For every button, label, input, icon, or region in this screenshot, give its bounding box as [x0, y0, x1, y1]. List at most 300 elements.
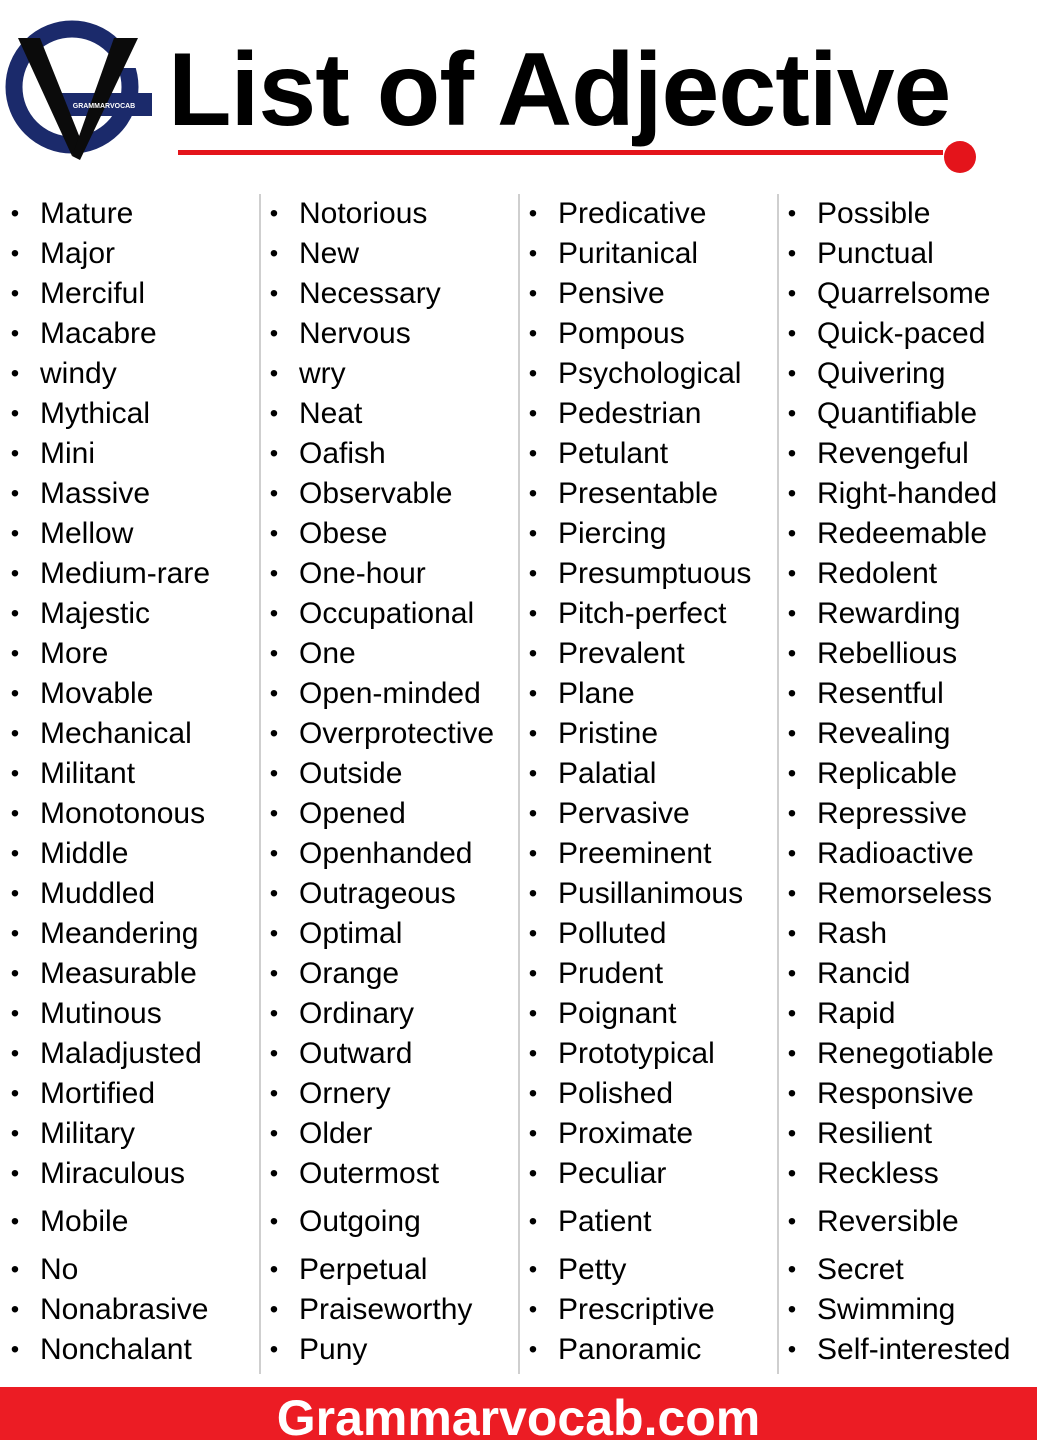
bullet-icon: • — [528, 280, 538, 307]
list-item — [777, 874, 992, 914]
list-item — [259, 674, 481, 714]
adjective-word: Prototypical — [558, 1037, 715, 1070]
bullet-icon: • — [787, 560, 797, 587]
bullet-icon: • — [528, 920, 538, 947]
list-item — [259, 954, 399, 994]
adjective-word: Quivering — [817, 357, 946, 390]
list-item — [0, 954, 197, 994]
list-item — [777, 914, 887, 954]
bullet-icon: • — [787, 1336, 797, 1363]
list-item — [0, 354, 117, 394]
bullet-icon: • — [269, 1208, 279, 1235]
list-item — [518, 554, 751, 594]
list-item — [777, 434, 969, 474]
bullet-icon: • — [528, 1336, 538, 1363]
adjective-word: No — [40, 1253, 79, 1286]
adjective-word: Mutinous — [40, 997, 162, 1030]
list-item — [259, 1290, 472, 1330]
list-item — [259, 434, 386, 474]
bullet-icon: • — [10, 1040, 20, 1067]
list-item — [0, 194, 133, 234]
bullet-icon: • — [528, 1040, 538, 1067]
list-item — [0, 914, 198, 954]
bullet-icon: • — [528, 1296, 538, 1323]
adjective-word: Outside — [299, 757, 403, 790]
list-item — [0, 754, 135, 794]
adjective-word: Mellow — [40, 517, 134, 550]
list-item — [777, 954, 910, 994]
bullet-icon: • — [269, 840, 279, 867]
bullet-icon: • — [787, 360, 797, 387]
adjective-word: Self-interested — [817, 1333, 1011, 1366]
list-item — [259, 1114, 372, 1154]
adjective-word: Pedestrian — [558, 397, 702, 430]
adjective-word: Meandering — [40, 917, 199, 950]
adjective-word: Pensive — [558, 277, 665, 310]
adjective-word: Pristine — [558, 717, 659, 750]
adjective-word: Militant — [40, 757, 136, 790]
adjective-word: Pervasive — [558, 797, 690, 830]
list-item — [0, 874, 155, 914]
adjective-word: Nonabrasive — [40, 1293, 209, 1326]
list-item — [518, 874, 743, 914]
bullet-icon: • — [10, 1208, 20, 1235]
adjective-word: Radioactive — [817, 837, 974, 870]
adjective-word: Older — [299, 1117, 373, 1150]
bullet-icon: • — [528, 1120, 538, 1147]
list-item — [259, 634, 356, 674]
bullet-icon: • — [269, 480, 279, 507]
list-item — [777, 1250, 904, 1290]
list-item — [0, 234, 115, 274]
bullet-icon: • — [269, 400, 279, 427]
list-item — [777, 1202, 959, 1242]
list-item — [777, 594, 960, 634]
list-item — [777, 1074, 974, 1114]
bullet-icon: • — [10, 960, 20, 987]
bullet-icon: • — [528, 480, 538, 507]
bullet-icon: • — [269, 640, 279, 667]
list-item — [777, 394, 977, 434]
list-item — [777, 234, 934, 274]
list-item — [0, 434, 95, 474]
adjective-word: Notorious — [299, 197, 428, 230]
adjective-word: New — [299, 237, 360, 270]
bullet-icon: • — [269, 360, 279, 387]
title-underline — [178, 150, 943, 155]
adjective-word: Middle — [40, 837, 129, 870]
bullet-icon: • — [269, 720, 279, 747]
bullet-icon: • — [787, 1120, 797, 1147]
bullet-icon: • — [269, 680, 279, 707]
adjective-word: Pitch-perfect — [558, 597, 727, 630]
adjective-word: Rewarding — [817, 597, 961, 630]
bullet-icon: • — [787, 1160, 797, 1187]
list-item — [0, 594, 150, 634]
list-item — [518, 314, 685, 354]
list-item — [518, 1202, 651, 1242]
adjective-word: Nonchalant — [40, 1333, 192, 1366]
bullet-icon: • — [528, 560, 538, 587]
bullet-icon: • — [10, 1256, 20, 1283]
bullet-icon: • — [528, 760, 538, 787]
bullet-icon: • — [787, 1040, 797, 1067]
adjective-word: Mobile — [40, 1205, 129, 1238]
adjective-word: Palatial — [558, 757, 657, 790]
adjective-word: Pusillanimous — [558, 877, 744, 910]
bullet-icon: • — [787, 720, 797, 747]
bullet-icon: • — [787, 640, 797, 667]
bullet-icon: • — [10, 760, 20, 787]
adjective-word: Nervous — [299, 317, 411, 350]
list-item — [777, 1330, 1010, 1370]
bullet-icon: • — [10, 680, 20, 707]
adjective-word: Secret — [817, 1253, 904, 1286]
list-item — [777, 1290, 955, 1330]
adjective-word: Swimming — [817, 1293, 956, 1326]
list-item — [518, 474, 718, 514]
list-item — [777, 634, 957, 674]
bullet-icon: • — [528, 840, 538, 867]
list-item — [259, 274, 441, 314]
bullet-icon: • — [10, 600, 20, 627]
bullet-icon: • — [10, 1296, 20, 1323]
adjective-word: Polished — [558, 1077, 674, 1110]
adjective-word: Necessary — [299, 277, 441, 310]
list-item — [518, 994, 676, 1034]
bullet-icon: • — [787, 200, 797, 227]
list-item — [0, 394, 150, 434]
adjective-word: Outward — [299, 1037, 413, 1070]
list-item — [259, 1330, 367, 1370]
adjective-word: One — [299, 637, 356, 670]
list-item — [259, 754, 402, 794]
bullet-icon: • — [787, 880, 797, 907]
bullet-icon: • — [787, 400, 797, 427]
bullet-icon: • — [269, 440, 279, 467]
adjective-word: Puritanical — [558, 237, 699, 270]
list-item — [259, 1250, 427, 1290]
adjective-word: Praiseworthy — [299, 1293, 473, 1326]
bullet-icon: • — [269, 1000, 279, 1027]
list-item — [0, 714, 192, 754]
adjective-word: Majestic — [40, 597, 151, 630]
adjective-word: Merciful — [40, 277, 146, 310]
bullet-icon: • — [787, 760, 797, 787]
list-item — [518, 714, 658, 754]
list-item — [0, 1034, 202, 1074]
adjective-word: Replicable — [817, 757, 958, 790]
adjective-word: Obese — [299, 517, 388, 550]
adjective-word: Plane — [558, 677, 635, 710]
adjective-word: Psychological — [558, 357, 742, 390]
bullet-icon: • — [528, 440, 538, 467]
bullet-icon: • — [787, 600, 797, 627]
adjective-word: Mortified — [40, 1077, 156, 1110]
bullet-icon: • — [528, 720, 538, 747]
adjective-word: Neat — [299, 397, 363, 430]
adjective-word: Right-handed — [817, 477, 998, 510]
list-item — [259, 1202, 421, 1242]
list-item — [518, 594, 726, 634]
bullet-icon: • — [269, 1080, 279, 1107]
bullet-icon: • — [10, 800, 20, 827]
page-title: List of Adjective — [168, 32, 951, 148]
bullet-icon: • — [269, 920, 279, 947]
bullet-icon: • — [787, 1080, 797, 1107]
list-item — [259, 714, 494, 754]
list-item — [518, 194, 706, 234]
adjective-word: Punctual — [817, 237, 934, 270]
adjective-word: Redeemable — [817, 517, 988, 550]
title-underline-dot — [944, 141, 976, 173]
adjective-word: Major — [40, 237, 116, 270]
adjective-word: Rancid — [817, 957, 911, 990]
list-item — [518, 1114, 693, 1154]
adjective-word: Maladjusted — [40, 1037, 202, 1070]
adjective-word: Orange — [299, 957, 400, 990]
list-item — [259, 994, 414, 1034]
bullet-icon: • — [528, 400, 538, 427]
list-item — [518, 1154, 666, 1194]
adjective-word: Presentable — [558, 477, 719, 510]
list-item — [0, 634, 108, 674]
bullet-icon: • — [10, 240, 20, 267]
bullet-icon: • — [269, 1256, 279, 1283]
bullet-icon: • — [528, 1080, 538, 1107]
list-item — [518, 1074, 673, 1114]
bullet-icon: • — [528, 200, 538, 227]
list-item — [259, 794, 406, 834]
list-item — [259, 314, 411, 354]
bullet-icon: • — [787, 920, 797, 947]
adjective-word: Mini — [40, 437, 96, 470]
bullet-icon: • — [269, 880, 279, 907]
list-item — [0, 1250, 78, 1290]
bullet-icon: • — [10, 880, 20, 907]
bullet-icon: • — [787, 280, 797, 307]
bullet-icon: • — [10, 400, 20, 427]
bullet-icon: • — [10, 840, 20, 867]
bullet-icon: • — [787, 240, 797, 267]
list-item — [0, 834, 128, 874]
list-item — [0, 1154, 185, 1194]
list-item — [518, 794, 690, 834]
list-item — [0, 1074, 155, 1114]
adjective-word: Optimal — [299, 917, 403, 950]
bullet-icon: • — [528, 320, 538, 347]
adjective-word: Quarrelsome — [817, 277, 991, 310]
bullet-icon: • — [528, 1000, 538, 1027]
list-item — [777, 1034, 994, 1074]
adjective-word: Preeminent — [558, 837, 712, 870]
adjective-word: windy — [40, 357, 117, 390]
list-item — [259, 874, 456, 914]
bullet-icon: • — [10, 560, 20, 587]
list-item — [518, 514, 666, 554]
bullet-icon: • — [269, 1336, 279, 1363]
list-item — [777, 834, 974, 874]
adjective-word: Repressive — [817, 797, 968, 830]
list-item — [0, 794, 205, 834]
bullet-icon: • — [269, 520, 279, 547]
list-item — [518, 1034, 715, 1074]
list-item — [259, 834, 473, 874]
list-item — [518, 674, 635, 714]
adjective-word: Reckless — [817, 1157, 939, 1190]
bullet-icon: • — [10, 1160, 20, 1187]
list-item — [259, 1154, 439, 1194]
adjective-word: Miraculous — [40, 1157, 186, 1190]
bullet-icon: • — [787, 320, 797, 347]
bullet-icon: • — [528, 1160, 538, 1187]
list-item — [259, 1034, 412, 1074]
footer-site-banner: Grammarvocab.com — [0, 1387, 1037, 1440]
grammarvocab-logo — [2, 10, 152, 170]
bullet-icon: • — [10, 920, 20, 947]
list-item — [259, 194, 427, 234]
list-item — [259, 914, 402, 954]
list-item — [518, 954, 663, 994]
list-item — [777, 1154, 939, 1194]
list-item — [518, 434, 668, 474]
bullet-icon: • — [269, 960, 279, 987]
list-item — [777, 554, 937, 594]
list-item — [518, 354, 741, 394]
adjective-word: Possible — [817, 197, 931, 230]
bullet-icon: • — [269, 560, 279, 587]
adjective-word: Peculiar — [558, 1157, 667, 1190]
adjective-word: Quick-paced — [817, 317, 986, 350]
list-item — [0, 274, 145, 314]
adjective-word: Mythical — [40, 397, 151, 430]
list-item — [259, 514, 387, 554]
list-item — [259, 234, 359, 274]
adjective-word: Prevalent — [558, 637, 685, 670]
bullet-icon: • — [787, 840, 797, 867]
adjective-word: Resilient — [817, 1117, 933, 1150]
list-item — [777, 274, 990, 314]
list-item — [259, 394, 362, 434]
list-item — [0, 514, 133, 554]
list-item — [518, 834, 711, 874]
list-item — [777, 474, 997, 514]
list-item — [259, 594, 474, 634]
adjective-word: Movable — [40, 677, 154, 710]
adjective-word: Piercing — [558, 517, 667, 550]
list-item — [777, 354, 945, 394]
adjective-word: Panoramic — [558, 1333, 702, 1366]
bullet-icon: • — [528, 1256, 538, 1283]
list-item — [777, 754, 957, 794]
bullet-icon: • — [10, 320, 20, 347]
bullet-icon: • — [787, 1208, 797, 1235]
adjective-word: Petulant — [558, 437, 669, 470]
list-item — [0, 1114, 135, 1154]
bullet-icon: • — [269, 1040, 279, 1067]
adjective-word: One-hour — [299, 557, 426, 590]
adjective-word: Polluted — [558, 917, 667, 950]
adjective-word: Overprotective — [299, 717, 495, 750]
list-item — [777, 314, 985, 354]
adjective-word: Observable — [299, 477, 453, 510]
adjective-word: Outermost — [299, 1157, 440, 1190]
adjective-word: Presumptuous — [558, 557, 752, 590]
adjective-word: Rash — [817, 917, 888, 950]
adjective-word: Measurable — [40, 957, 197, 990]
list-item — [0, 1290, 208, 1330]
list-item — [518, 1250, 626, 1290]
adjective-word: Openhanded — [299, 837, 473, 870]
adjective-word: Outgoing — [299, 1205, 421, 1238]
bullet-icon: • — [10, 520, 20, 547]
bullet-icon: • — [10, 440, 20, 467]
bullet-icon: • — [528, 360, 538, 387]
svg-text:GRAMMARVOCAB: GRAMMARVOCAB — [72, 103, 136, 110]
adjective-word: Perpetual — [299, 1253, 428, 1286]
list-item — [0, 314, 157, 354]
adjective-word: Oafish — [299, 437, 386, 470]
adjective-word: Macabre — [40, 317, 157, 350]
bullet-icon: • — [787, 1256, 797, 1283]
list-item — [0, 994, 162, 1034]
adjective-word: Prescriptive — [558, 1293, 715, 1326]
list-item — [518, 634, 685, 674]
adjective-word: Medium-rare — [40, 557, 211, 590]
adjective-word: Revengeful — [817, 437, 969, 470]
list-item — [518, 914, 666, 954]
bullet-icon: • — [269, 200, 279, 227]
bullet-icon: • — [10, 200, 20, 227]
bullet-icon: • — [10, 1000, 20, 1027]
adjective-word: Massive — [40, 477, 151, 510]
bullet-icon: • — [787, 520, 797, 547]
adjective-word: Occupational — [299, 597, 475, 630]
bullet-icon: • — [10, 480, 20, 507]
adjective-word: Poignant — [558, 997, 677, 1030]
adjective-word: Rapid — [817, 997, 896, 1030]
bullet-icon: • — [10, 640, 20, 667]
adjective-word: Monotonous — [40, 797, 206, 830]
bullet-icon: • — [528, 800, 538, 827]
bullet-icon: • — [269, 1296, 279, 1323]
list-item — [0, 1202, 128, 1242]
adjective-word: Proximate — [558, 1117, 694, 1150]
bullet-icon: • — [10, 720, 20, 747]
bullet-icon: • — [787, 440, 797, 467]
list-item — [777, 714, 950, 754]
list-item — [0, 674, 153, 714]
adjective-word: Mature — [40, 197, 134, 230]
adjective-word: Resentful — [817, 677, 944, 710]
bullet-icon: • — [10, 280, 20, 307]
adjective-word: Quantifiable — [817, 397, 978, 430]
adjective-word: More — [40, 637, 109, 670]
adjective-word: Muddled — [40, 877, 156, 910]
bullet-icon: • — [787, 1296, 797, 1323]
bullet-icon: • — [269, 240, 279, 267]
list-item — [777, 674, 944, 714]
list-item — [259, 1074, 391, 1114]
bullet-icon: • — [269, 760, 279, 787]
bullet-icon: • — [528, 880, 538, 907]
adjective-word: Ordinary — [299, 997, 415, 1030]
bullet-icon: • — [528, 240, 538, 267]
list-item — [777, 994, 895, 1034]
adjective-word: Open-minded — [299, 677, 481, 710]
adjective-word: Patient — [558, 1205, 652, 1238]
list-item — [518, 234, 698, 274]
